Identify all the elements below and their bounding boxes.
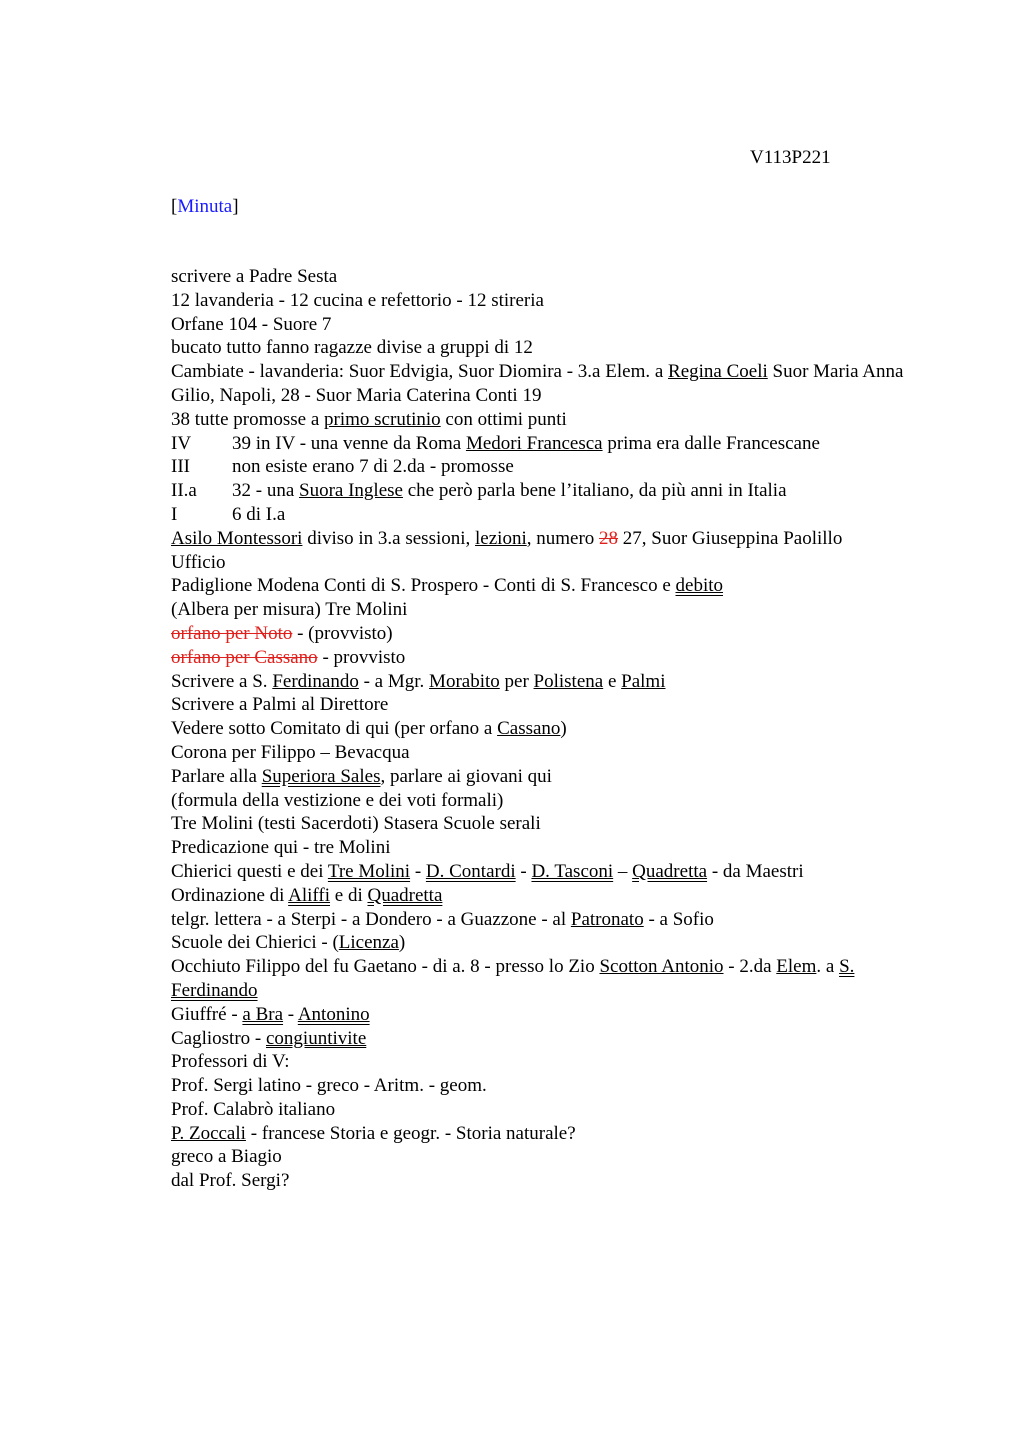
note-line [171,1003,931,1027]
note-line [171,527,931,551]
text-segment: Orfane 104 - Suore 7 [171,313,332,335]
text-segment: Predicazione qui - tre Molini [171,837,391,859]
text-segment: 12 lavanderia - 12 cucina e refettorio - 12 stireria [171,289,544,311]
note-line [171,1169,931,1193]
underlined-text: Suora Inglese [299,480,403,502]
note-line [171,455,931,479]
note-line [171,955,931,1003]
note-line [171,1050,931,1074]
note-line [171,693,931,717]
note-line [171,336,931,360]
underlined-text: primo scrutinio [324,408,441,430]
underlined-text: P. Zoccali [171,1122,246,1144]
text-segment: 39 in IV - una venne da Roma [232,432,466,454]
text-segment: non esiste erano 7 di 2.da - promosse [232,456,514,478]
note-line [171,1098,931,1122]
text-segment: Ordinazione di [171,884,289,906]
underlined-text: Scotton Antonio [599,956,724,978]
note-line [171,812,931,836]
notes-body [171,265,931,1193]
text-segment: diviso in 3.a sessioni, [302,527,476,549]
note-line [171,789,931,813]
double-underlined-text: Quadretta [632,860,708,882]
double-underlined-text: Superiora Sales [261,765,381,787]
note-line [171,884,931,908]
text-segment: Scuole dei Chierici - ( [171,932,339,954]
underlined-text: Asilo Montessori [171,527,303,549]
text-segment: telgr. lettera - a Sterpi - a Dondero - a Guazzone - al [171,908,571,930]
text-segment: Prof. Sergi latino - greco - Aritm. - geom. [171,1075,487,1097]
class-label: III [171,456,190,478]
text-segment: - 2.da [723,956,777,978]
text-segment: ) [398,932,406,954]
text-segment: e [603,670,622,692]
double-underlined-text: D. Contardi [425,860,516,882]
note-line [171,741,931,765]
struck-text: 28 [599,527,619,549]
note-line [171,860,931,884]
text-segment: - francese Storia e geogr. - Storia naturale? [245,1122,576,1144]
note-line [171,265,931,289]
underlined-text: Morabito [429,670,500,692]
text-segment: prima era dalle Francescane [602,432,820,454]
underlined-text: Elem [776,956,817,978]
double-underlined-text: Aliffi [288,884,331,906]
text-segment: Tre Molini (testi Sacerdoti) Stasera Scuole serali [171,813,541,835]
text-segment: - a Mgr. [358,670,430,692]
note-line [171,551,931,575]
text-segment: e di [330,884,368,906]
class-label: IV [171,432,192,454]
note-line [171,646,931,670]
text-segment: - [410,860,426,882]
text-segment: Chierici questi e dei [171,860,328,882]
note-line [171,717,931,741]
note-line [171,836,931,860]
double-underlined-text: Quadretta [367,884,443,906]
text-segment: - [515,860,532,882]
underlined-text: Patronato [570,908,644,930]
note-line [171,598,931,622]
underlined-text: Palmi [621,670,666,692]
text-segment: Parlare alla [171,765,262,787]
underlined-text: Cassano [497,718,561,740]
note-line [171,503,931,527]
note-line [171,360,931,408]
double-underlined-text: a Bra [242,1003,284,1025]
underlined-text: Regina Coeli [668,361,768,383]
text-segment: - da Maestri [707,860,804,882]
note-line [171,622,931,646]
text-segment: Giuffré - [171,1003,243,1025]
double-underlined-text: D. Tasconi [531,860,614,882]
note-line [171,289,931,313]
note-line [171,408,931,432]
text-segment: - a Sofio [643,908,714,930]
text-segment: bucato tutto fanno ragazze divise a gruppi di 12 [171,337,533,359]
underlined-text: Medori Francesca [465,432,603,454]
text-segment: Ufficio [171,551,226,573]
note-line [171,1027,931,1051]
minuta-heading [171,195,239,219]
text-segment: - (provvisto) [292,622,393,644]
double-underlined-text: debito [675,575,724,597]
text-segment: per [499,670,534,692]
double-underlined-text: S. Ferdinando [171,956,855,1001]
text-segment: 6 di I.a [232,503,286,525]
text-segment: 27, Suor Giuseppina Paolillo [618,527,843,549]
text-segment: Corona per Filippo – Bevacqua [171,741,410,763]
text-segment: , parlare ai giovani qui [380,765,552,787]
text-segment: dal Prof. Sergi? [171,1170,290,1192]
text-segment: Prof. Calabrò italiano [171,1098,336,1120]
text-segment: Scrivere a Palmi al Direttore [171,694,389,716]
note-line [171,574,931,598]
text-segment: - provvisto [317,646,406,668]
text-segment: Padiglione Modena Conti di S. Prospero - Conti di S. Francesco e [171,575,676,597]
text-segment: Suor Maria Anna Gilio, Napoli, 28 - Suor Maria Caterina Conti 19 [171,361,904,406]
minuta-link[interactable]: Minuta [177,196,233,217]
text-segment: , numero [526,527,600,549]
bracket-close: ] [232,196,239,217]
document-reference-code: V113P221 [750,147,831,168]
note-line [171,670,931,694]
note-line [171,908,931,932]
text-segment: . a [816,956,840,978]
text-segment: (formula della vestizione e dei voti formali) [171,789,504,811]
note-line [171,1074,931,1098]
text-segment: che però parla bene l’italiano, da più anni in Italia [402,480,787,502]
text-segment: 32 - una [232,480,300,502]
text-segment: – [613,860,633,882]
note-line [171,313,931,337]
class-label: II.a [171,480,197,502]
note-line [171,1122,931,1146]
underlined-text: lezioni [475,527,527,549]
text-segment: Scrivere a S. [171,670,273,692]
double-underlined-text: congiuntivite [266,1027,367,1049]
text-segment: ) [560,718,567,740]
text-segment: scrivere a Padre Sesta [171,266,338,287]
underlined-text: Polistena [533,670,604,692]
text-segment: Professori di V: [171,1051,290,1073]
note-line [171,765,931,789]
note-line [171,931,931,955]
class-label: I [171,503,178,525]
text-segment: Occhiuto Filippo del fu Gaetano - di a. 8 - presso lo Zio [171,956,600,978]
struck-text: orfano per Noto [171,622,293,644]
double-underlined-text: Antonino [297,1003,370,1025]
text-segment: con ottimi punti [440,408,567,430]
text-segment: (Albera per misura) Tre Molini [171,599,408,621]
text-segment: Cagliostro - [171,1027,266,1049]
text-segment: greco a Biagio [171,1146,282,1168]
note-line [171,432,931,456]
struck-text: orfano per Cassano [171,646,318,668]
double-underlined-text: Tre Molini [327,860,411,882]
note-line [171,479,931,503]
underlined-text: Ferdinando [272,670,359,692]
text-segment: Vedere sotto Comitato di qui (per orfano a [171,718,498,740]
underlined-text: Licenza [338,932,399,954]
text-segment: - [283,1003,298,1025]
note-line [171,1145,931,1169]
bracket-open: [ [171,196,178,217]
text-segment: 38 tutte promosse a [171,408,325,430]
text-segment: Cambiate - lavanderia: Suor Edvigia, Suor Diomira - 3.a Elem. a [171,361,669,383]
